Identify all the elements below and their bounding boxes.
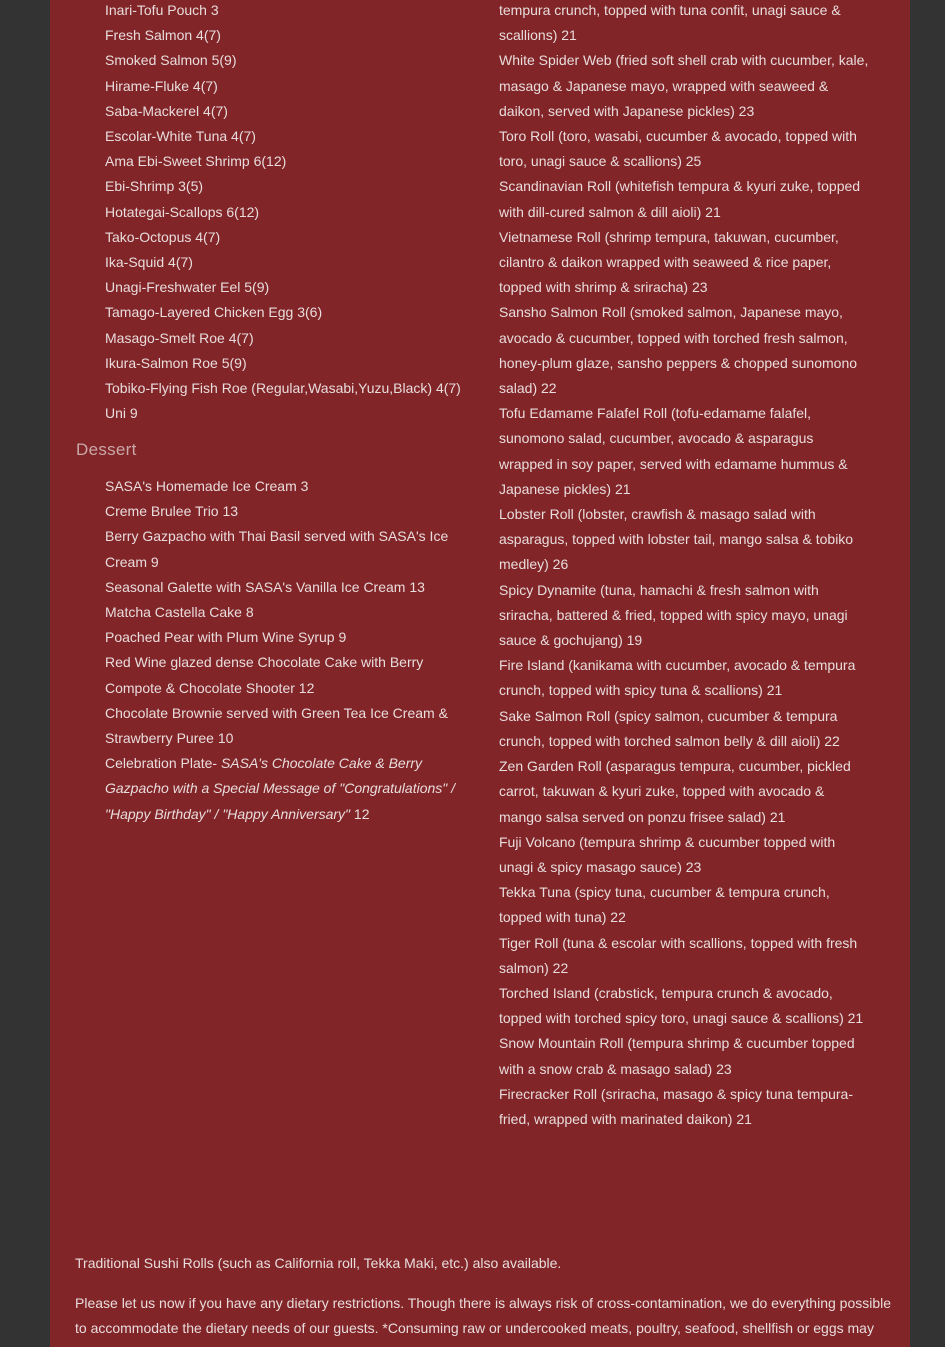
- celebration-description: SASA's Chocolate Cake & Berry Gazpacho with a Special Message of "Congratulations" / "Happy Birthday" / "Happy Anniversary": [105, 755, 456, 822]
- list-item: Ikura-Salmon Roe 5(9): [105, 354, 247, 371]
- list-item: Creme Brulee Trio 13: [105, 503, 239, 520]
- list-item: Ebi-Shrimp 3(5): [105, 178, 204, 195]
- list-item: Berry Gazpacho with Thai Basil served with SASA's Ice Cream 9: [105, 528, 449, 570]
- list-item: Tiger Roll (tuna & escolar with scallions, topped with fresh salmon) 22: [499, 934, 858, 976]
- list-item: Masago-Smelt Roe 4(7): [105, 329, 254, 346]
- celebration-plate-item: [105, 751, 470, 827]
- list-item: Fuji Volcano (tempura shrimp & cucumber topped with unagi & spicy masago sauce) 23: [499, 833, 836, 875]
- list-item: Chocolate Brownie served with Green Tea Ice Cream & Strawberry Puree 10: [105, 704, 448, 747]
- list-item: Seasonal Galette with SASA's Vanilla Ice Cream 13: [105, 578, 425, 595]
- list-item: Smoked Salmon 5(9): [105, 52, 237, 69]
- list-item: Ika-Squid 4(7): [105, 254, 193, 271]
- list-item: White Spider Web (fried soft shell crab with cucumber, kale, masago & Japanese mayo, wrapped with seaweed & daikon, served with Japanese pickles) 23: [499, 52, 869, 119]
- rolls-list: [499, 0, 869, 1132]
- celebration-price: 12: [350, 805, 370, 822]
- list-item: Vietnamese Roll (shrimp tempura, takuwan, cucumber, cilantro & daikon wrapped with seaweed & rice paper, topped with shrimp & sriracha) 23: [499, 228, 839, 296]
- dessert-list: [105, 474, 470, 827]
- list-item: Zen Garden Roll (asparagus tempura, cucumber, pickled carrot, takuwan & kyuri zuke, topped with avocado & mango salsa served on ponzu frisee salad) 21: [499, 758, 851, 825]
- list-item: Fresh Salmon 4(7): [105, 27, 221, 44]
- list-item: Unagi-Freshwater Eel 5(9): [105, 279, 270, 296]
- list-item: Tamago-Layered Chicken Egg 3(6): [105, 304, 323, 321]
- list-item: Inari-Tofu Pouch 3: [105, 2, 219, 18]
- list-item: Tobiko-Flying Fish Roe (Regular,Wasabi,Yuzu,Black) 4(7): [105, 380, 461, 397]
- list-item: Hirame-Fluke 4(7): [105, 77, 218, 94]
- list-item: Torched Island (crabstick, tempura crunch & avocado, topped with torched spicy toro, unagi sauce & scallions) 21: [499, 984, 864, 1027]
- sushi-column: [105, 0, 470, 426]
- menu-panel: [50, 0, 910, 1347]
- list-item: Scandinavian Roll (whitefish tempura & kyuri zuke, topped with dill-cured salmon & dill aioli) 21: [499, 178, 861, 220]
- list-item: Toro Roll (toro, wasabi, cucumber & avocado, topped with toro, unagi sauce & scallions) 25: [499, 128, 857, 170]
- list-item: Spicy Dynamite (tuna, hamachi & fresh salmon with sriracha, battered & fried, topped with spicy mayo, unagi sauce & gochujang) 19: [499, 581, 848, 649]
- dietary-note: Please let us now if you have any dietary restrictions. Though there is always risk of cross-contamination, we do everything possible to accommodate the dietary needs of our guests. *Consuming raw or undercooked meats, poultry, seafood, shellfish or eggs may: [75, 1295, 892, 1336]
- list-item: Fire Island (kanikama with cucumber, avocado & tempura crunch, topped with spicy tuna & scallions) 21: [499, 657, 856, 699]
- list-item: Red Wine glazed dense Chocolate Cake with Berry Compote & Chocolate Shooter 12: [105, 654, 424, 696]
- list-item: SASA's Homemade Ice Cream 3: [105, 478, 309, 494]
- rolls-column: [499, 0, 869, 1132]
- list-item: Snow Mountain Roll (tempura shrimp & cucumber topped with a snow crab & masago salad) 23: [499, 1035, 855, 1077]
- list-item: Saba-Mackerel 4(7): [105, 102, 228, 119]
- sushi-list: [105, 0, 470, 426]
- list-item: Lobster Roll (lobster, crawfish & masago salad with asparagus, topped with lobster tail, mango salsa & tobiko medley) 26: [499, 506, 854, 573]
- list-item: Firecracker Roll (sriracha, masago & spicy tuna tempura-fried, wrapped with marinated daikon) 21: [499, 1085, 854, 1127]
- celebration-label: Celebration Plate-: [105, 755, 221, 772]
- traditional-rolls-note: Traditional Sushi Rolls (such as California roll, Tekka Maki, etc.) also available.: [75, 1255, 562, 1271]
- list-item: tempura crunch, topped with tuna confit, unagi sauce & scallions) 21: [499, 2, 841, 44]
- list-item: Matcha Castella Cake 8: [105, 604, 254, 621]
- list-item: Tofu Edamame Falafel Roll (tofu-edamame falafel, sunomono salad, cucumber, avocado & asparagus wrapped in soy paper, served with edamame hummus & Japanese pickles) 21: [499, 405, 848, 497]
- list-item: Hotategai-Scallops 6(12): [105, 203, 260, 220]
- list-item: Ama Ebi-Sweet Shrimp 6(12): [105, 153, 287, 170]
- list-item: Uni 9: [105, 405, 138, 422]
- list-item: Sansho Salmon Roll (smoked salmon, Japanese mayo, avocado & cucumber, topped with torched fresh salmon, honey-plum glaze, sansho peppers & chopped sunomono salad) 22: [499, 304, 858, 397]
- list-item: Poached Pear with Plum Wine Syrup 9: [105, 629, 347, 646]
- dessert-heading: Dessert: [76, 440, 137, 459]
- list-item: Sake Salmon Roll (spicy salmon, cucumber & tempura crunch, topped with torched salmon belly & dill aioli) 22: [499, 707, 840, 749]
- list-item: Escolar-White Tuna 4(7): [105, 128, 256, 145]
- list-item: Tako-Octopus 4(7): [105, 228, 221, 245]
- list-item: Tekka Tuna (spicy tuna, cucumber & tempura crunch, topped with tuna) 22: [499, 884, 830, 926]
